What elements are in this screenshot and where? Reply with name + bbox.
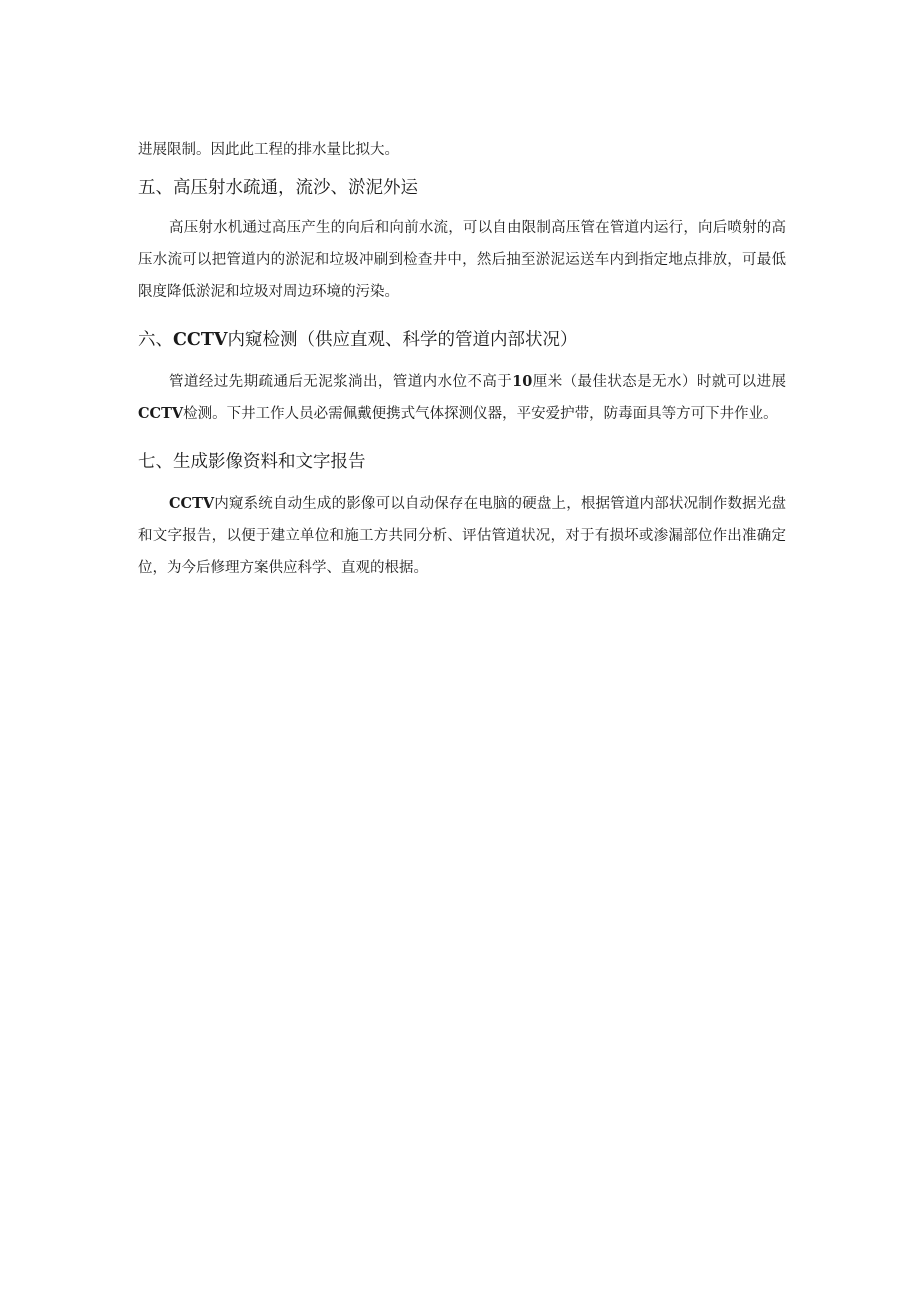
section-6-text-1: 管道经过先期疏通后无泥浆淌出，管道内水位不高于 xyxy=(169,374,513,390)
section-6-heading xyxy=(138,326,786,354)
intro-paragraph: 进展限制。因此此工程的排水量比拟大。 xyxy=(138,142,399,158)
section-6-heading-suffix: 内窥检测（供应直观、科学的管道内部状况） xyxy=(227,330,578,350)
section-7-cctv: CCTV xyxy=(169,495,215,512)
section-6-text-3: 检测。下井工作人员必需佩戴便携式气体探测仪器，平安爱护带，防毒面具等方可下井作业。 xyxy=(183,406,778,422)
document-body xyxy=(138,134,786,584)
section-7-text: 内窥系统自动生成的影像可以自动保存在电脑的硬盘上，根据管道内部状况制作数据光盘和文字报告，以便于建立单位和施工方共同分析、评估管道状况，对于有损坏或渗漏部位作出准确定位，为今后修理方案供应科学、直观的根据。 xyxy=(138,496,786,576)
section-6-text-2: 厘米（最佳状态是无水）时就可以进展 xyxy=(532,374,787,390)
section-6-cctv: CCTV xyxy=(138,405,184,422)
section-7-heading: 七、生成影像资料和文字报告 xyxy=(138,452,366,472)
section-6-paragraph xyxy=(138,366,786,430)
section-5-heading: 五、高压射水疏通，流沙、淤泥外运 xyxy=(138,178,418,198)
section-6-heading-prefix: 六、 xyxy=(138,330,173,350)
section-5-paragraph: 高压射水机通过高压产生的向后和向前水流，可以自由限制高压管在管道内运行，向后喷射的高压水流可以把管道内的淤泥和垃圾冲刷到检查井中，然后抽至淤泥运送车内到指定地点排放，可最低限度降低淤泥和垃圾对周边环境的污染。 xyxy=(138,220,786,300)
section-7-paragraph xyxy=(138,488,786,584)
section-6-heading-cctv: CCTV xyxy=(173,330,228,350)
section-6-number-10: 10 xyxy=(512,373,533,390)
